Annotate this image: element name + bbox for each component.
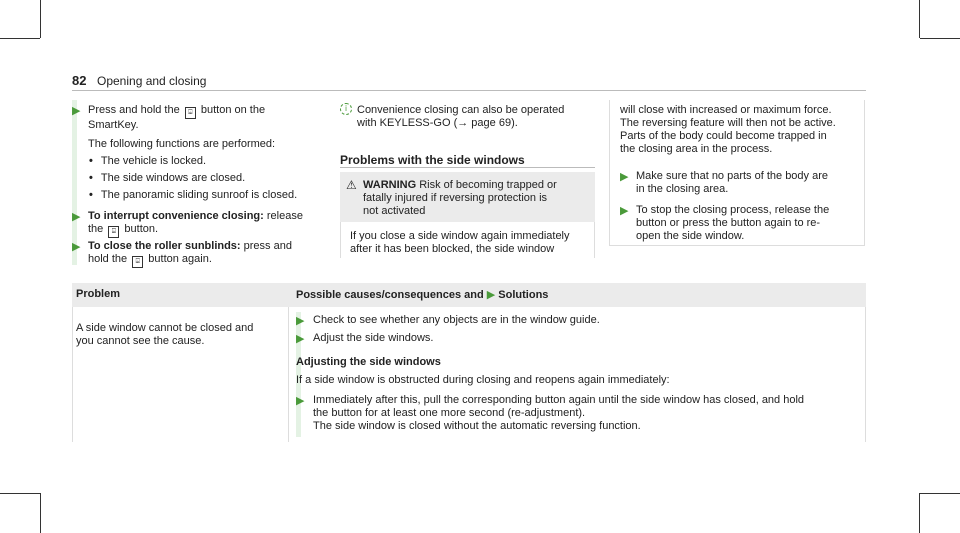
step-text: SmartKey. <box>88 119 139 131</box>
bullet-item <box>89 189 297 202</box>
crop-mark <box>0 38 40 39</box>
warning-body <box>350 230 590 256</box>
body-line: the closing area in the process. <box>620 143 773 155</box>
header-rule <box>72 90 866 91</box>
cell-line: you cannot see the cause. <box>76 335 205 347</box>
step-arrow-icon <box>620 170 628 183</box>
warning-line: not activated <box>363 205 426 217</box>
table-border <box>72 307 73 442</box>
step-line: in the closing area. <box>636 183 729 195</box>
warning-box-border <box>594 222 595 258</box>
body-line: If you close a side window again immediately <box>350 230 570 242</box>
body-line: The reversing feature will then not be active. <box>620 117 836 129</box>
bullet-item <box>89 155 206 168</box>
crop-mark <box>919 0 920 38</box>
step-arrow-icon <box>296 332 304 345</box>
cell-line: The side window is closed without the automatic reversing function. <box>313 420 641 432</box>
warning-line: fatally injured if reversing protection is <box>363 192 548 204</box>
adjusting-heading: Adjusting the side windows <box>296 356 441 368</box>
table-header-problem: Problem <box>76 288 121 300</box>
step-text: Press and hold the <box>88 104 180 116</box>
step-line: Make sure that no parts of the body are <box>636 170 829 182</box>
warning-text <box>363 179 593 218</box>
body-line: will close with increased or maximum force. <box>620 104 832 116</box>
solution-adjust: Adjust the side windows. <box>313 332 434 344</box>
step-text: button. <box>124 223 159 235</box>
step-interrupt <box>88 210 308 238</box>
table-border <box>865 307 866 442</box>
lock-button-icon: ⌹ <box>108 226 119 238</box>
crop-mark <box>920 38 960 39</box>
section-heading: Problems with the side windows <box>340 153 525 167</box>
bullet-item <box>89 172 245 185</box>
step-arrow-icon <box>72 104 80 117</box>
functions-intro: The following functions are performed: <box>88 138 276 150</box>
section-rule <box>340 167 595 168</box>
cell-line: the button for at least one more second (re-adjustment). <box>313 407 586 419</box>
step-text: hold the <box>88 253 128 265</box>
step-arrow-icon <box>72 210 80 223</box>
crop-mark <box>919 493 920 533</box>
page-number: 82 <box>72 73 87 88</box>
step-arrow-icon <box>487 289 495 301</box>
bullet-text: The vehicle is locked. <box>100 155 207 167</box>
table-header-text: Solutions <box>498 289 549 301</box>
step-text: release <box>266 210 303 222</box>
warning-label: WARNING <box>363 179 417 191</box>
warning-box-border <box>340 222 341 258</box>
bullet-text: The side windows are closed. <box>100 172 246 184</box>
adjusting-step <box>313 394 863 433</box>
adjusting-intro: If a side window is obstructed during closing and reopens again immediately: <box>296 374 670 386</box>
warning-line: Risk of becoming trapped or <box>419 179 557 191</box>
warning-box-border <box>609 100 610 246</box>
table-problem-cell <box>76 322 286 348</box>
step-bold: To interrupt convenience closing: <box>88 210 264 222</box>
crop-mark <box>0 493 40 494</box>
step-arrow-icon <box>72 240 80 253</box>
lock-button-icon: ⌹ <box>185 107 196 119</box>
step-sunblinds <box>88 240 308 268</box>
step-arrow-icon <box>620 204 628 217</box>
crop-mark <box>40 493 41 533</box>
info-icon: i <box>340 103 352 115</box>
cell-line: A side window cannot be closed and <box>76 322 254 334</box>
step-text: button on the <box>200 104 266 116</box>
step-press-hold <box>88 104 308 132</box>
step-line: button or press the button again to re- <box>636 217 821 229</box>
info-line: Convenience closing can also be operated <box>357 104 565 116</box>
bullet-text: The panoramic sliding sunroof is closed. <box>100 189 298 201</box>
continued-warning <box>620 104 860 156</box>
table-header-text: Possible causes/consequences and <box>296 289 484 301</box>
step-line: To stop the closing process, release the <box>636 204 830 216</box>
info-line: with KEYLESS-GO (→ page 69). <box>357 117 518 129</box>
section-title: Opening and closing <box>97 74 207 88</box>
step-text: press and <box>243 240 292 252</box>
crop-mark <box>40 0 41 38</box>
warning-box-border <box>864 100 865 246</box>
info-note <box>357 104 597 130</box>
cell-line: Immediately after this, pull the corresponding button again until the side window has closed, and hold <box>313 394 805 406</box>
step-arrow-icon <box>296 394 304 407</box>
table-border <box>288 307 289 442</box>
warning-box-border <box>609 245 865 246</box>
step-line: open the side window. <box>636 230 745 242</box>
body-line: after it has been blocked, the side window <box>350 243 555 255</box>
step-bold: To close the roller sunblinds: <box>88 240 241 252</box>
crop-mark <box>920 493 960 494</box>
body-line: Parts of the body could become trapped in <box>620 130 827 142</box>
lock-button-icon: ⌹ <box>132 256 143 268</box>
step-text: button again. <box>148 253 212 265</box>
step-arrow-icon <box>296 314 304 327</box>
warning-triangle-icon: ⚠ <box>346 178 357 192</box>
step-make-sure <box>636 170 861 196</box>
solution-check: Check to see whether any objects are in the window guide. <box>313 314 600 326</box>
step-text: the <box>88 223 104 235</box>
table-header-solutions <box>296 288 548 301</box>
step-stop <box>636 204 861 243</box>
